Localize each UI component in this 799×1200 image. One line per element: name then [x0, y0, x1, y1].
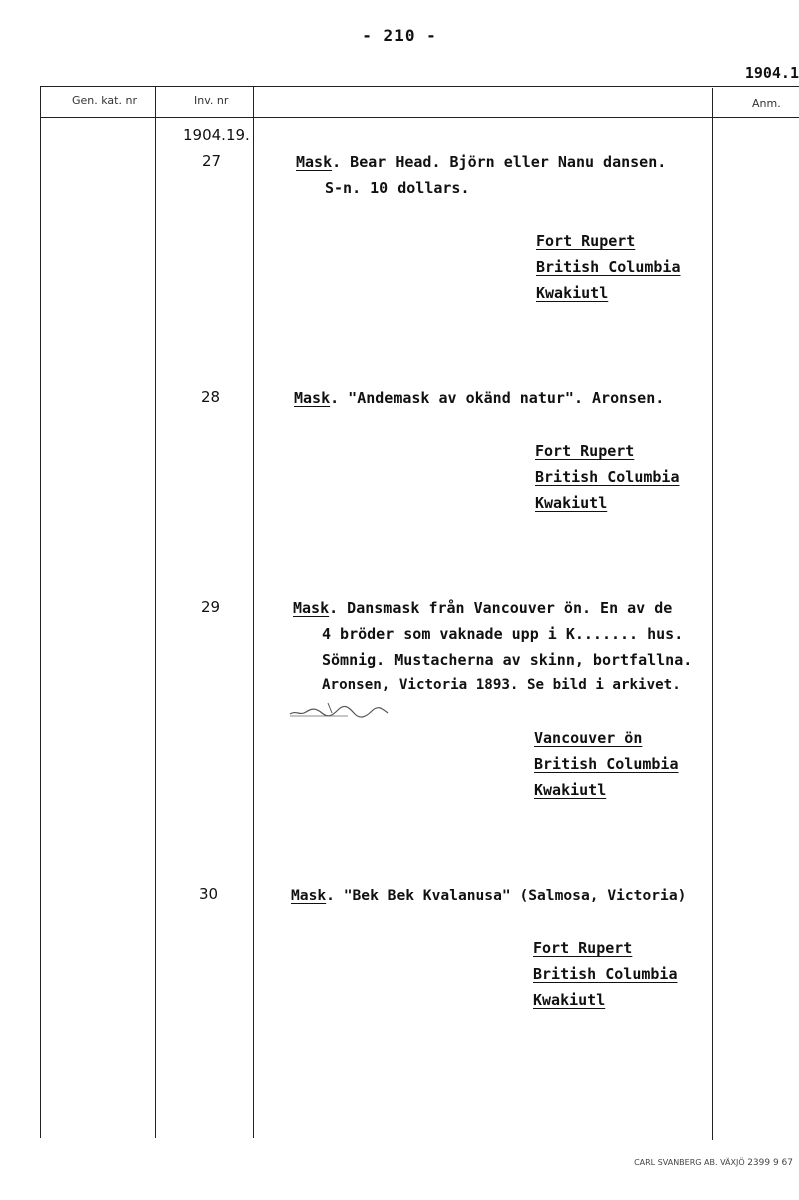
inv-number-28: 28: [201, 388, 221, 406]
location-people: Kwakiutl: [533, 991, 606, 1009]
location-place: Vancouver ön: [534, 729, 643, 747]
mask-keyword: Mask: [296, 153, 333, 171]
location-people: Kwakiutl: [535, 494, 608, 512]
printer-name: CARL SVANBERG AB. VÄXJÖ: [634, 1158, 745, 1167]
location-region: British Columbia: [533, 965, 678, 983]
location-people: Kwakiutl: [534, 781, 607, 799]
column-divider-text-anm: [712, 88, 713, 1140]
entry-text: . "Andemask av okänd natur". Aronsen.: [330, 389, 665, 407]
page-number: - 210 -: [362, 26, 437, 45]
mask-keyword: Mask: [293, 599, 330, 617]
entry-line: Sömnig. Mustacherna av skinn, bortfallna.: [322, 651, 693, 669]
handwritten-scribble: [288, 700, 393, 722]
inv-number-29: 29: [201, 598, 221, 616]
location-region: British Columbia: [535, 468, 680, 486]
table-top-rule: [40, 86, 799, 87]
location-place: Fort Rupert: [536, 232, 636, 250]
series-number-top-right: 1904.1: [744, 64, 799, 82]
location-place: Fort Rupert: [535, 442, 635, 460]
entry-line: [296, 153, 666, 171]
header-bottom-rule: [40, 117, 799, 118]
inv-number-27: 27: [202, 152, 222, 170]
mask-keyword: Mask: [291, 887, 327, 904]
entry-text: . "Bek Bek Kvalanusa" (Salmosa, Victoria): [326, 887, 687, 904]
series-label: 1904.19.: [183, 126, 250, 144]
mask-keyword: Mask: [294, 389, 331, 407]
form-code: 2399 9 67: [747, 1158, 793, 1168]
entry-line: 4 bröder som vaknade upp i K....... hus.: [322, 625, 684, 643]
location-block: [535, 438, 680, 516]
column-divider-inv-text: [253, 86, 254, 1138]
entry-line: S-n. 10 dollars.: [325, 179, 470, 197]
location-region: British Columbia: [534, 755, 679, 773]
column-header-anm: Anm.: [752, 97, 781, 110]
location-people: Kwakiutl: [536, 284, 609, 302]
printer-imprint: [634, 1158, 793, 1168]
location-region: British Columbia: [536, 258, 681, 276]
entry-text: . Dansmask från Vancouver ön. En av de: [329, 599, 673, 617]
entry-line: [291, 887, 686, 904]
entry-line: [293, 599, 672, 617]
location-place: Fort Rupert: [533, 939, 633, 957]
entry-text: . Bear Head. Björn eller Nanu dansen.: [332, 153, 667, 171]
entry-line: [294, 389, 664, 407]
location-block: [533, 935, 678, 1013]
location-block: [536, 228, 681, 306]
column-divider-left-edge: [40, 86, 41, 1138]
location-block: [534, 725, 679, 803]
entry-line: Aronsen, Victoria 1893. Se bild i arkivet.: [322, 677, 681, 693]
column-header-gen-kat: Gen. kat. nr: [72, 94, 137, 107]
inv-number-30: 30: [199, 885, 219, 903]
column-header-inv: Inv. nr: [194, 94, 229, 107]
column-divider-gen-inv: [155, 86, 156, 1138]
